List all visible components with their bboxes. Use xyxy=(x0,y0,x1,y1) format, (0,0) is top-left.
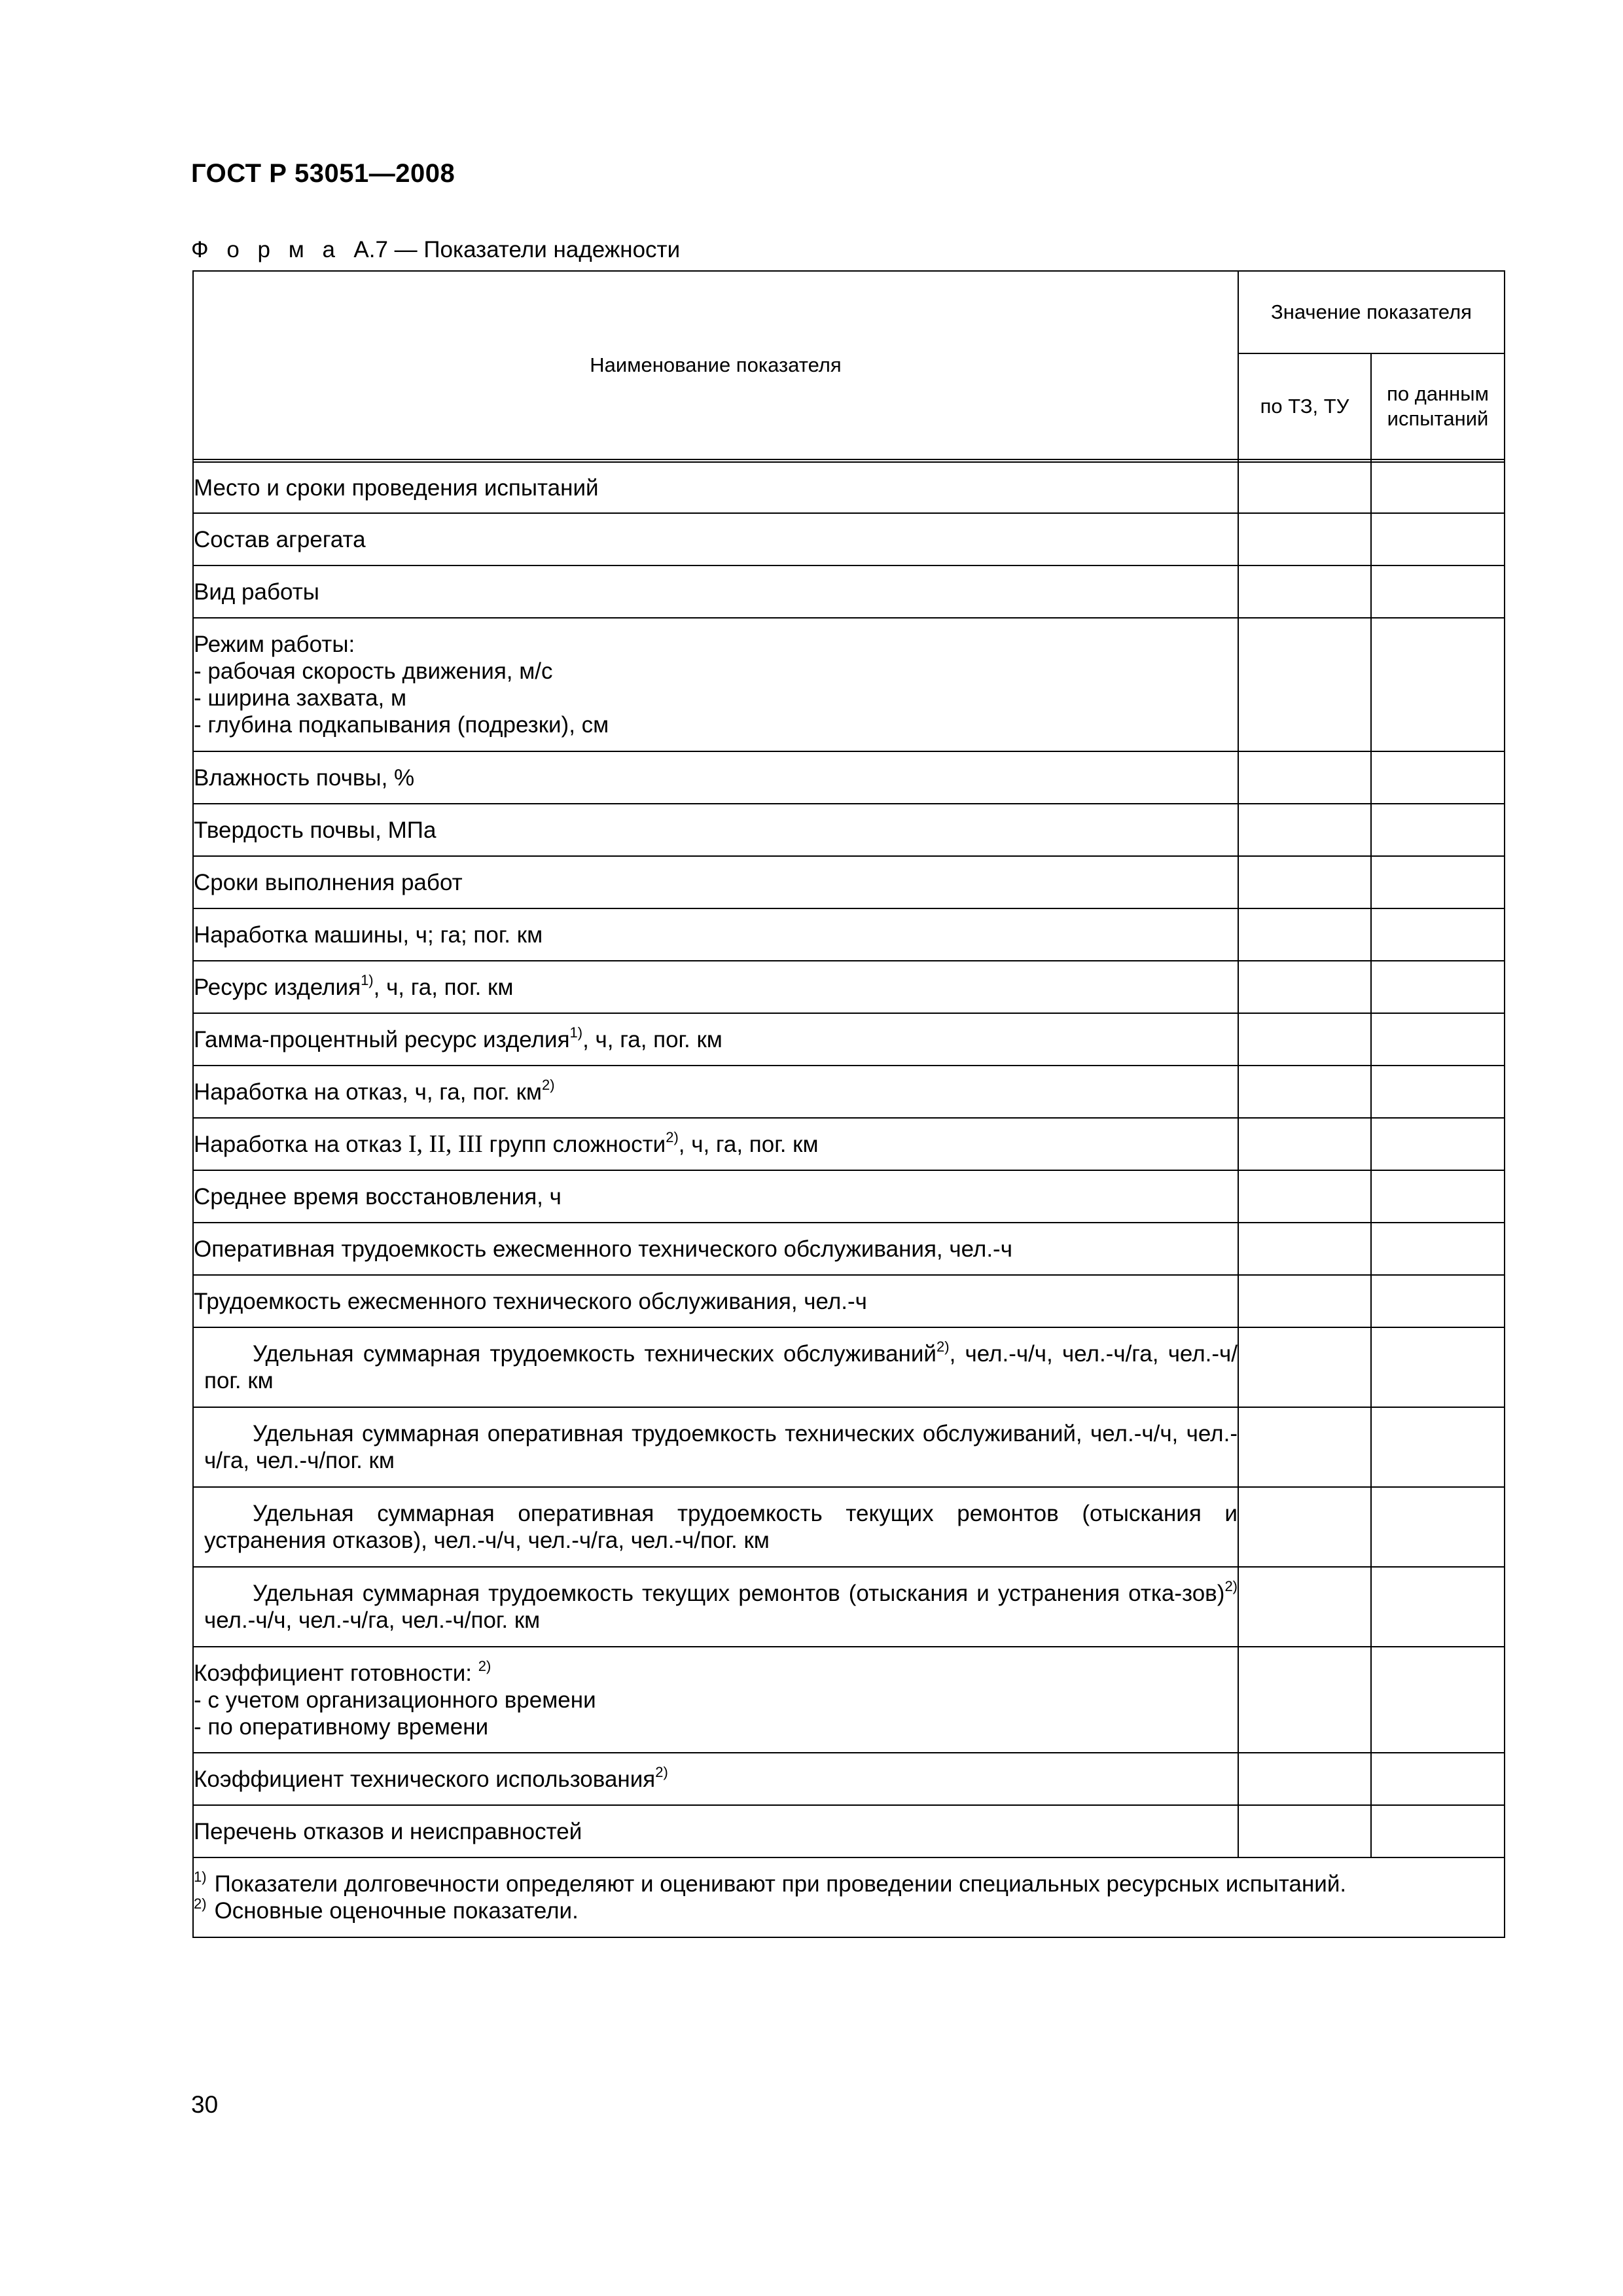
value-test-cell[interactable] xyxy=(1371,1805,1505,1857)
value-test-cell[interactable] xyxy=(1371,1407,1505,1487)
table-row xyxy=(193,856,1505,908)
table-row xyxy=(193,1170,1505,1223)
value-tz-cell[interactable] xyxy=(1238,1407,1371,1487)
indicator-name: Удельная суммарная оперативная трудоемкость текущих ремонтов (отыскания и устранения отказов), чел.-ч/ч, чел.-ч/га, чел.-ч/пог. км xyxy=(193,1487,1238,1567)
footnote-ref: 2) xyxy=(936,1338,950,1355)
indicator-name: Состав агрегата xyxy=(193,513,1238,565)
value-tz-cell[interactable] xyxy=(1238,1567,1371,1647)
value-test-cell[interactable] xyxy=(1371,513,1505,565)
value-tz-cell[interactable] xyxy=(1238,1275,1371,1327)
value-tz-cell[interactable] xyxy=(1238,1327,1371,1407)
footnote-ref: 2) xyxy=(655,1763,668,1780)
indicator-name-line xyxy=(194,1657,1238,1687)
indicator-name xyxy=(193,1327,1238,1407)
value-test-cell[interactable] xyxy=(1371,1275,1505,1327)
table-row xyxy=(193,1118,1505,1170)
value-tz-cell[interactable] xyxy=(1238,1170,1371,1223)
value-test-cell[interactable] xyxy=(1371,1066,1505,1118)
value-test-cell[interactable] xyxy=(1371,618,1505,751)
indicator-name: Сроки выполнения работ xyxy=(193,856,1238,908)
value-test-cell[interactable] xyxy=(1371,804,1505,856)
indicator-name-text: Удельная суммарная трудоемкость технических обслуживаний xyxy=(253,1341,936,1367)
indicator-name-line: - рабочая скорость движения, м/с xyxy=(194,658,553,684)
table-row xyxy=(193,1567,1505,1647)
value-tz-cell[interactable] xyxy=(1238,961,1371,1013)
footnote-ref: 2) xyxy=(478,1657,491,1674)
value-tz-cell[interactable] xyxy=(1238,1805,1371,1857)
table-row xyxy=(193,751,1505,804)
indicator-value-header-text: Значение показателя xyxy=(1271,300,1472,323)
tz-tu-header xyxy=(1238,353,1371,459)
indicator-name: Удельная суммарная оперативная трудоемкость технических обслуживаний, чел.-ч/ч, чел.-ч/га, чел.-ч/пог. км xyxy=(193,1407,1238,1487)
value-test-cell[interactable] xyxy=(1371,565,1505,618)
indicator-name-line: - по оперативному времени xyxy=(194,1713,489,1740)
value-test-cell[interactable] xyxy=(1371,1327,1505,1407)
indicator-name xyxy=(193,1567,1238,1647)
indicator-name: Среднее время восстановления, ч xyxy=(193,1170,1238,1223)
indicator-name-header-text: Наименование показателя xyxy=(590,353,842,376)
indicator-name-text-cont: групп сложности xyxy=(482,1131,666,1157)
value-test-cell[interactable] xyxy=(1371,462,1505,513)
value-tz-cell[interactable] xyxy=(1238,804,1371,856)
table-row xyxy=(193,961,1505,1013)
table-row xyxy=(193,1647,1505,1753)
indicator-name xyxy=(193,618,1238,751)
value-test-cell[interactable] xyxy=(1371,961,1505,1013)
value-test-cell[interactable] xyxy=(1371,1223,1505,1275)
footnotes-row xyxy=(193,1857,1505,1937)
footnotes xyxy=(193,1857,1505,1937)
indicator-name xyxy=(193,1647,1238,1753)
value-tz-cell[interactable] xyxy=(1238,618,1371,751)
value-test-cell[interactable] xyxy=(1371,1487,1505,1567)
tz-tu-header-text: по ТЗ, ТУ xyxy=(1260,395,1349,418)
indicator-name-line: Режим работы: xyxy=(194,632,355,657)
value-tz-cell[interactable] xyxy=(1238,751,1371,804)
indicator-name-units: , чел.-ч/ч, чел.-ч/га, чел.-ч/пог. км xyxy=(204,1341,1238,1393)
page-number: 30 xyxy=(191,2091,219,2118)
footnote-ref: 2) xyxy=(1224,1578,1238,1594)
indicator-name-text: Наработка на отказ xyxy=(194,1131,408,1157)
value-tz-cell[interactable] xyxy=(1238,513,1371,565)
indicator-value-header xyxy=(1238,271,1505,353)
test-data-header-line-2: испытаний xyxy=(1387,407,1489,430)
value-test-cell[interactable] xyxy=(1371,1647,1505,1753)
indicator-name-text: Удельная суммарная трудоемкость текущих ремонтов (отыскания и устранения отка-зов) xyxy=(253,1581,1225,1606)
table-row xyxy=(193,1407,1505,1487)
indicator-name xyxy=(193,1753,1238,1805)
indicator-name: Место и сроки проведения испытаний xyxy=(193,462,1238,513)
value-test-cell[interactable] xyxy=(1371,856,1505,908)
indicator-name-units: , ч, га, пог. км xyxy=(582,1026,722,1052)
roman-numerals: I, II, III xyxy=(408,1130,483,1158)
indicator-name-header xyxy=(193,271,1238,459)
value-tz-cell[interactable] xyxy=(1238,1753,1371,1805)
indicator-name: Наработка машины, ч; га; пог. км xyxy=(193,908,1238,961)
table-row xyxy=(193,804,1505,856)
value-tz-cell[interactable] xyxy=(1238,908,1371,961)
table-row xyxy=(193,1013,1505,1066)
table-row xyxy=(193,513,1505,565)
value-tz-cell[interactable] xyxy=(1238,856,1371,908)
value-tz-cell[interactable] xyxy=(1238,1013,1371,1066)
indicator-name-line: - ширина захвата, м xyxy=(194,685,407,711)
footnote-1 xyxy=(194,1871,1504,1897)
table-row xyxy=(193,565,1505,618)
form-caption-title: А.7 — Показатели надежности xyxy=(353,237,681,262)
value-test-cell[interactable] xyxy=(1371,1567,1505,1647)
footnote-ref: 2) xyxy=(666,1128,679,1145)
test-data-header xyxy=(1371,353,1505,459)
indicator-name-units: , ч, га, пог. км xyxy=(678,1131,819,1157)
value-tz-cell[interactable] xyxy=(1238,565,1371,618)
indicator-name-units: чел.-ч/ч, чел.-ч/га, чел.-ч/пог. км xyxy=(204,1607,541,1633)
table-row xyxy=(193,1327,1505,1407)
indicator-name: Твердость почвы, МПа xyxy=(193,804,1238,856)
indicator-name: Вид работы xyxy=(193,565,1238,618)
value-test-cell[interactable] xyxy=(1371,908,1505,961)
footnote-2 xyxy=(194,1897,1504,1924)
value-tz-cell[interactable] xyxy=(1238,1223,1371,1275)
footnote-text: Показатели долговечности определяют и оценивают при проведении специальных ресурсных испытаний. xyxy=(214,1871,1347,1897)
value-tz-cell[interactable] xyxy=(1238,1487,1371,1567)
indicator-name-line: - с учетом организационного времени xyxy=(194,1687,596,1713)
indicator-name: Перечень отказов и неисправностей xyxy=(193,1805,1238,1857)
indicator-name xyxy=(193,1066,1238,1118)
reliability-indicators-table xyxy=(192,270,1505,1938)
value-test-cell[interactable] xyxy=(1371,1753,1505,1805)
indicator-name-text: Ресурс изделия xyxy=(194,974,361,1000)
test-data-header-line-1: по данным xyxy=(1387,382,1489,405)
indicator-name-text: Наработка на отказ, ч, га, пог. км xyxy=(194,1079,542,1105)
value-tz-cell[interactable] xyxy=(1238,1118,1371,1170)
table-row xyxy=(193,1487,1505,1567)
indicator-name: Влажность почвы, % xyxy=(193,751,1238,804)
table-row xyxy=(193,618,1505,751)
table-row xyxy=(193,1275,1505,1327)
footnote-ref: 1) xyxy=(569,1024,583,1041)
footnote-ref: 2) xyxy=(541,1076,555,1093)
value-tz-cell[interactable] xyxy=(1238,1066,1371,1118)
table-row xyxy=(193,1805,1505,1857)
table-row xyxy=(193,462,1505,513)
indicator-name xyxy=(193,1013,1238,1066)
indicator-name xyxy=(193,961,1238,1013)
footnote-mark: 2) xyxy=(194,1895,207,1912)
footnote-text: Основные оценочные показатели. xyxy=(214,1898,579,1924)
indicator-name: Трудоемкость ежесменного технического обслуживания, чел.-ч xyxy=(193,1275,1238,1327)
indicator-name-line: - глубина подкапывания (подрезки), см xyxy=(194,712,609,738)
value-test-cell[interactable] xyxy=(1371,1013,1505,1066)
indicator-name-text: Гамма-процентный ресурс изделия xyxy=(194,1026,570,1052)
value-test-cell[interactable] xyxy=(1371,751,1505,804)
table-row xyxy=(193,908,1505,961)
indicator-name xyxy=(193,1118,1238,1170)
form-caption xyxy=(191,237,680,263)
indicator-name-text: Коэффициент технического использования xyxy=(194,1766,656,1792)
indicator-name-units: , ч, га, пог. км xyxy=(373,974,514,1000)
footnote-ref: 1) xyxy=(361,971,374,988)
table-row xyxy=(193,1753,1505,1805)
value-tz-cell[interactable] xyxy=(1238,462,1371,513)
value-test-cell[interactable] xyxy=(1371,1170,1505,1223)
footnote-mark: 1) xyxy=(194,1869,207,1885)
form-caption-prefix: Ф о р м а xyxy=(191,237,341,262)
indicator-name-text: Коэффициент готовности: xyxy=(194,1660,472,1686)
table-row xyxy=(193,1066,1505,1118)
value-test-cell[interactable] xyxy=(1371,1118,1505,1170)
value-tz-cell[interactable] xyxy=(1238,1647,1371,1753)
document-header: ГОСТ Р 53051—2008 xyxy=(191,159,455,188)
table-row xyxy=(193,1223,1505,1275)
indicator-name: Оперативная трудоемкость ежесменного технического обслуживания, чел.-ч xyxy=(193,1223,1238,1275)
